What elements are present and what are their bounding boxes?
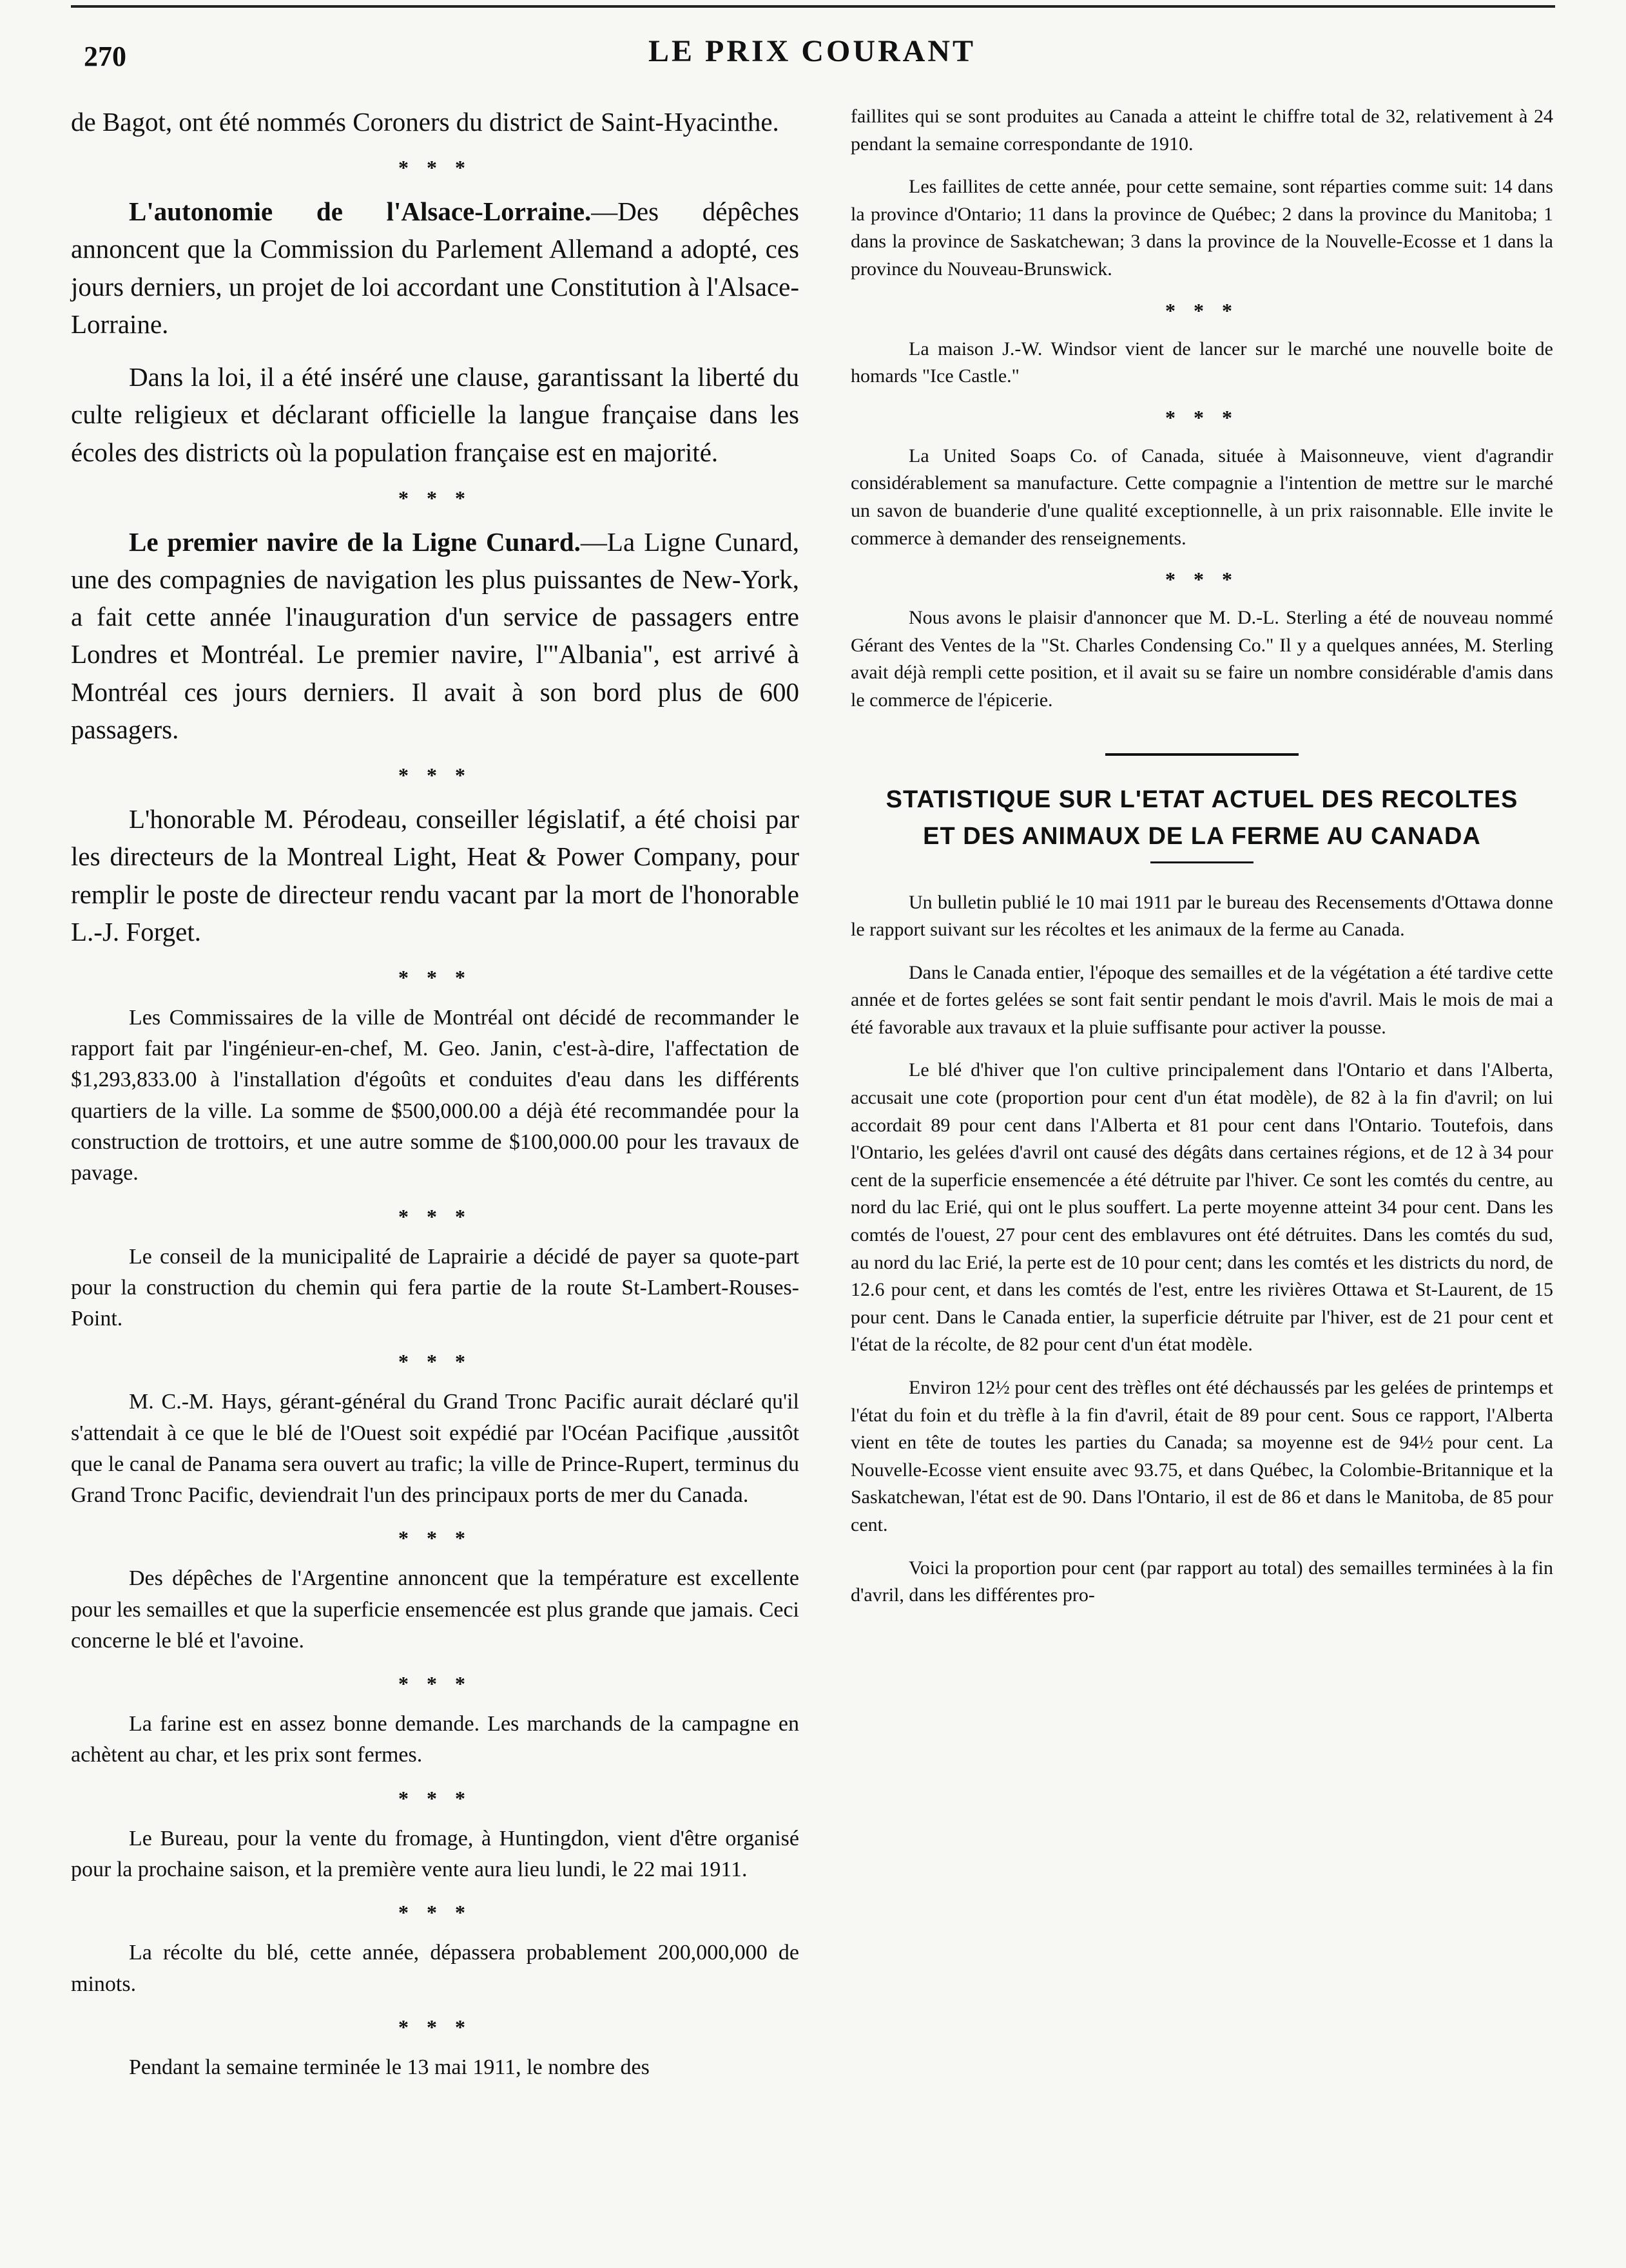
- running-title: LE PRIX COURANT: [648, 34, 976, 68]
- separator-stars: * * *: [398, 1350, 472, 1374]
- separator-stars: * * *: [398, 1786, 472, 1810]
- right-column: [851, 103, 1553, 1625]
- article-alsace-clause: Dans la loi, il a été inséré une clause, garantissant la liberté du culte religieux et déclarant officielle la langue française dans les écoles des districts où la population française est en majorité.: [71, 362, 799, 467]
- article-laprairie: Le conseil de la municipalité de Laprairie a décidé de payer sa quote-part pour la construction du chemin qui fera partie de la route St-Lambert-Rouses-Point.: [71, 1244, 799, 1331]
- article-body: —La Ligne Cunard, une des compagnies de navigation les plus puissantes de New-York, a fait cette année l'inauguration d'un service de passagers entre Londres et Montréal. Le premier navire, l'"Albania", est arrivé à Montréal ces jours derniers. Il avait à son bord plus de 600 passagers.: [71, 526, 799, 744]
- article-commissaires: Les Commissaires de la ville de Montréal ont décidé de recommander le rapport fait par l'ingénieur-en-chef, M. Geo. Janin, c'est-à-dire, l'affectation de $1,293,833.00 à l'installation d'égoûts et conduites d'eau dans les différents quartiers de la ville. La somme de $500,000.00 a déjà été recommandée pour la construction de trottoirs, et une autre somme de $100,000.00 pour les travaux de pavage.: [71, 1005, 799, 1186]
- article-title: Le premier navire de la Ligne Cunard.: [129, 526, 581, 557]
- article-sterling: Nous avons le plaisir d'annoncer que M. D.-L. Sterling a été de nouveau nommé Gérant des Ventes de la "St. Charles Condensing Co." Il y a quelques années, M. Sterling avait déjà rempli cette position, et il avait su se faire un nombre considérable d'amis dans le commerce de l'épicerie.: [851, 607, 1553, 711]
- separator-stars: * * *: [398, 1526, 472, 1550]
- separator-stars: * * *: [1165, 298, 1239, 322]
- article-farine: La farine est en assez bonne demande. Les marchands de la campagne en achètent au char, et les prix sont fermes.: [71, 1712, 799, 1767]
- article-coroners: de Bagot, ont été nommés Coroners du district de Saint-Hyacinthe.: [71, 107, 779, 137]
- article-cunard: [71, 523, 799, 748]
- section-divider: [1105, 753, 1299, 756]
- separator-stars: * * *: [398, 156, 472, 180]
- separator-stars: * * *: [398, 1204, 472, 1228]
- article-title: L'autonomie de l'Alsace-Lorraine.: [129, 197, 592, 227]
- article-windsor: La maison J.-W. Windsor vient de lancer sur le marché une nouvelle boite de homards "Ice Castle.": [851, 338, 1553, 387]
- separator-stars: * * *: [398, 486, 472, 510]
- separator-stars: * * *: [1165, 568, 1239, 591]
- statistique-title-line2: ET DES ANIMAUX DE LA FERME AU CANADA: [923, 822, 1481, 850]
- statistique-trefles: Environ 12½ pour cent des trèfles ont été déchaussés par les gelées de printemps et l'état du foin et du trèfle à la fin d'avril, était de 89 pour cent. Sous ce rapport, l'Alberta vient en tête de toutes les parties du Canada; sa moyenne est de 94½ pour cent. La Nouvelle-Ecosse vient ensuite avec 93.75, et dans Québec, la Colombie-Britannique et la Saskatchewan, l'état est de 90. Dans l'Ontario, il est de 86 et dans le Manitoba, de 85 pour cent.: [851, 1377, 1553, 1535]
- statistique-bulletin: Un bulletin publié le 10 mai 1911 par le bureau des Recensements d'Ottawa donne le rapport suivant sur les récoltes et les animaux de la ferme au Canada.: [851, 891, 1553, 941]
- statistique-ble-hiver: Le blé d'hiver que l'on cultive principalement dans l'Ontario et dans l'Alberta, accusait une cote (proportion pour cent d'un état modèle), de 82 à la fin d'avril; on lui accordait 89 pour cent dans l'Alberta et 81 pour cent dans l'Ontario. Toutefois, dans l'Ontario, les gelées d'avril ont causé des dégâts dans certaines régions, et de 12 à 34 pour cent de la superficie ensemencée a été détruite par l'hiver. Ce sont les comtés du centre, au nord du lac Erié, qui ont le plus souffert. La perte moyenne atteint 34 pour cent. Dans les comtés de l'ouest, 27 pour cent des emblavures ont été détruites. Dans les comtés du sud, au nord du lac Erié, la perte est de 10 pour cent; dans les comtés et les districts du nord, de 12.6 pour cent, et dans les comtés de l'est, entre les rivières Ottawa et St-Laurent, de 15 pour cent. Dans le Canada entier, la superficie détruite par l'hiver, est de 21 pour cent et l'état de la récolte, de 82 pour cent d'un état modèle.: [851, 1059, 1553, 1356]
- article-argentine: Des dépêches de l'Argentine annoncent que la température est excellente pour les semailles et que la superficie ensemencée est plus grande que jamais. Ceci concerne le blé et l'avoine.: [71, 1566, 799, 1653]
- left-column: [71, 103, 799, 2099]
- statistique-proportion: Voici la proportion pour cent (par rapport au total) des semailles terminées à la fin d'avril, dans les différentes pro-: [851, 1557, 1553, 1606]
- article-alsace-lorraine: [71, 193, 799, 343]
- article-united-soaps: La United Soaps Co. of Canada, située à Maisonneuve, vient d'agrandir considérablement sa manufacture. Cette compagnie a l'intention de mettre sur le marché un savon de buanderie d'une qualité exceptionnelle, à un prix raisonnable. Elle invite le commerce à demander des renseignements.: [851, 445, 1553, 549]
- statistique-semailles: Dans le Canada entier, l'époque des semailles et de la végétation a été tardive cette année et de fortes gelées se sont fait sentir pendant le mois d'avril. Mais le mois de mai a été favorable aux travaux et la pluie suffisante pour activer la pousse.: [851, 961, 1553, 1038]
- top-border-rule: [71, 5, 1555, 8]
- title-underline: [1150, 861, 1253, 863]
- article-perodeau: L'honorable M. Pérodeau, conseiller législatif, a été choisi par les directeurs de la Montreal Light, Heat & Power Company, pour remplir le poste de directeur rendu vacant par la mort de l'honorable L.-J. Forget.: [71, 804, 799, 947]
- article-faillites-repartition: Les faillites de cette année, pour cette semaine, sont réparties comme suit: 14 dans la province d'Ontario; 11 dans la province de Québec; 2 dans la province du Manitoba; 1 dans la province de Saskatchewan; 3 dans la province de la Nouvelle-Ecosse et 1 dans la province du Nouveau-Brunswick.: [851, 176, 1553, 280]
- statistique-title: [851, 782, 1553, 855]
- article-faillites-cont: faillites qui se sont produites au Canada a atteint le chiffre total de 32, relativement à 24 pendant la semaine correspondante de 1910.: [851, 106, 1553, 155]
- separator-stars: * * *: [398, 965, 472, 989]
- separator-stars: * * *: [398, 2015, 472, 2039]
- page-number: 270: [84, 41, 126, 72]
- article-hays: M. C.-M. Hays, gérant-général du Grand Tronc Pacific aurait déclaré qu'il s'attendait à ce que le blé de l'Ouest soit expédié par l'Océan Pacifique ,aussitôt que le canal de Panama sera ouvert au trafic; la ville de Prince-Rupert, terminus du Grand Tronc Pacific, deviendrait l'un des principaux ports de mer du Canada.: [71, 1390, 799, 1508]
- separator-stars: * * *: [1165, 405, 1239, 429]
- separator-stars: * * *: [398, 764, 472, 787]
- article-fromage: Le Bureau, pour la vente du fromage, à Huntingdon, vient d'être organisé pour la prochaine saison, et la première vente aura lieu lundi, le 22 mai 1911.: [71, 1826, 799, 1881]
- separator-stars: * * *: [398, 1672, 472, 1696]
- separator-stars: * * *: [398, 1901, 472, 1925]
- article-body: —Des dépêches annoncent que la Commission du Parlement Allemand a adopté, ces jours derniers, un projet de loi accordant une Constitution à l'Alsace-Lorraine.: [71, 197, 799, 339]
- article-recolte-ble: La récolte du blé, cette année, dépassera probablement 200,000,000 de minots.: [71, 1941, 799, 1996]
- statistique-title-line1: STATISTIQUE SUR L'ETAT ACTUEL DES RECOLTES: [886, 785, 1518, 813]
- article-faillites-start: Pendant la semaine terminée le 13 mai 1911, le nombre des: [129, 2055, 650, 2079]
